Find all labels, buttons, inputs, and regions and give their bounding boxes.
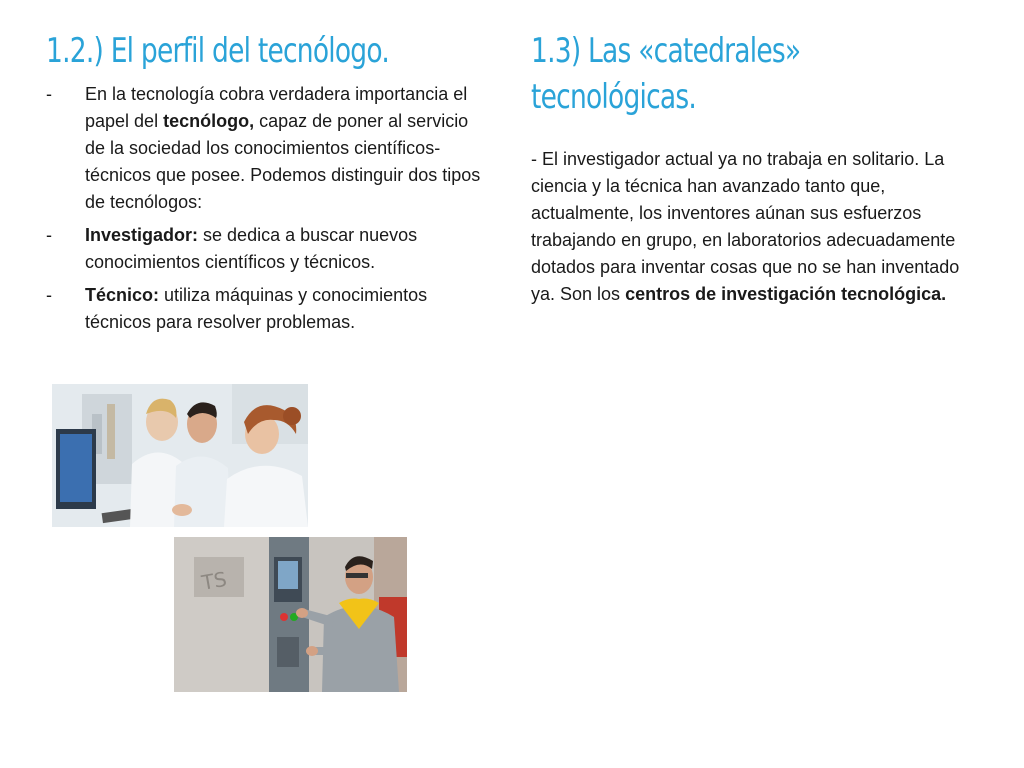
title-line: 1.3) Las «catedrales» (531, 31, 801, 71)
bullet-text: capaz de poner al servicio de la sociedad los conocimientos científicos-técnicos que posee. Podemos distinguir dos tipos de tecnólogos: (85, 111, 481, 212)
bullet-text: En la tecnología cobra verdadera importancia el papel del (85, 84, 468, 131)
section-title-perfil: 1.2.) El perfil del tecnólogo. (46, 31, 389, 71)
bullet-bold-text: Investigador: (85, 225, 199, 245)
researchers-lab-photo (52, 384, 308, 527)
title-line: tecnológicas. (531, 77, 697, 117)
bullet-text: se dedica a buscar nuevos conocimientos científicos y técnicos. (85, 225, 418, 272)
bullet-item-intro (46, 81, 486, 216)
svg-text:TS: TS (199, 566, 229, 595)
bullet-item-investigador (46, 222, 486, 276)
bullet-dash: - (46, 225, 52, 245)
tecnologo-bullet-list (46, 81, 486, 342)
paragraph-bold-text: centros de investigación tecnológica. (625, 284, 947, 304)
section-title-catedrales (531, 28, 800, 120)
bullet-bold-text: tecnólogo, (163, 111, 255, 131)
bullet-item-tecnico (46, 282, 486, 336)
catedrales-paragraph (531, 146, 961, 308)
bullet-text: utiliza máquinas y conocimientos técnicos para resolver problemas. (85, 285, 428, 332)
bullet-dash: - (46, 84, 52, 104)
bullet-bold-text: Técnico: (85, 285, 160, 305)
paragraph-text: - El investigador actual ya no trabaja en solitario. La ciencia y la técnica han avanzado tanto que, actualmente, los inventores aúnan sus esfuerzos trabajando en grupo, en laboratorios adecuadamente dotados para inventar cosas que no se han inventado ya. Son los (531, 149, 960, 304)
bullet-dash: - (46, 285, 52, 305)
technician-machine-photo (174, 537, 407, 692)
